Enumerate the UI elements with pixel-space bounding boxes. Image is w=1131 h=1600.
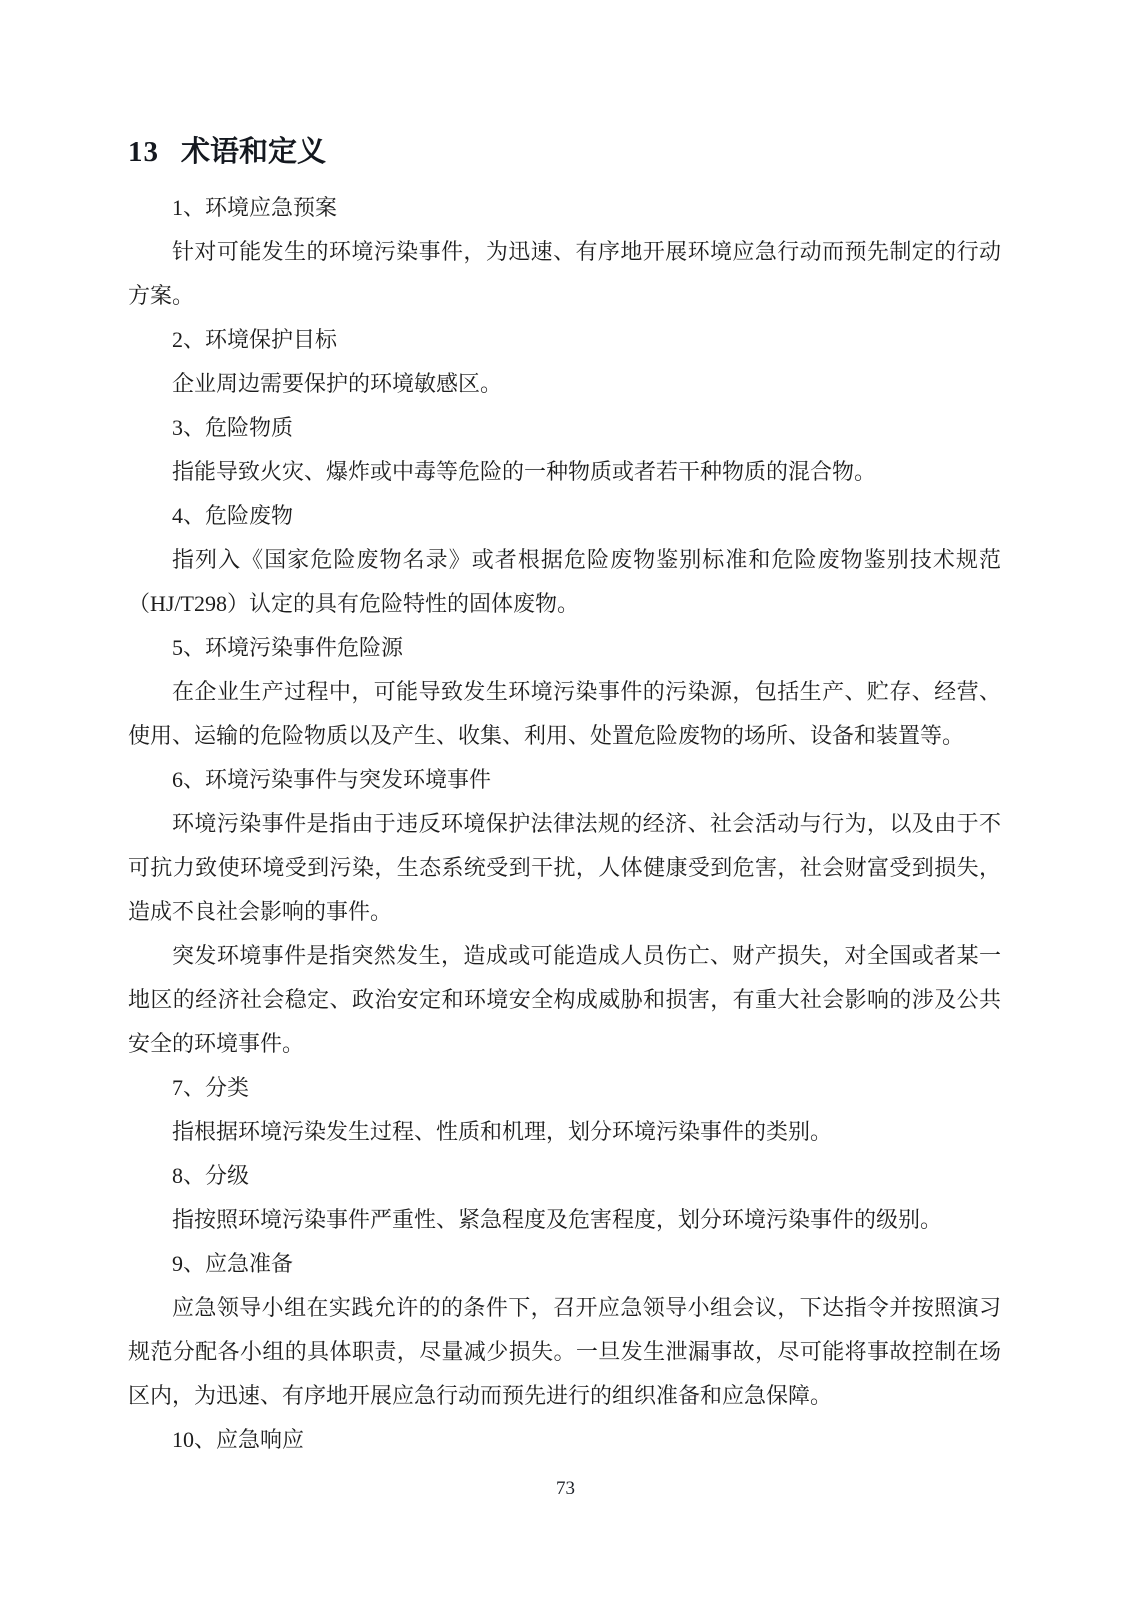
definition-paragraph: 指列入《国家危险废物名录》或者根据危险废物鉴别标准和危险废物鉴别技术规范（HJ/T298）认定的具有危险特性的固体废物。 [128, 547, 1001, 616]
term-paragraph: 3、危险物质 [172, 415, 294, 440]
definition-paragraph: 应急领导小组在实践允许的的条件下，召开应急领导小组会议，下达指令并按照演习规范分配各小组的具体职责，尽量减少损失。一旦发生泄漏事故，尽可能将事故控制在场区内，为迅速、有序地开展应急行动而预先进行的组织准备和应急保障。 [128, 1295, 1001, 1408]
term-paragraph: 1、环境应急预案 [172, 195, 338, 220]
definition-paragraph: 指能导致火灾、爆炸或中毒等危险的一种物质或者若干种物质的混合物。 [172, 459, 877, 484]
section-heading [128, 136, 1001, 168]
term-paragraph: 10、应急响应 [172, 1427, 305, 1452]
definition-paragraph: 突发环境事件是指突然发生，造成或可能造成人员伤亡、财产损失，对全国或者某一地区的经济社会稳定、政治安定和环境安全构成威胁和损害，有重大社会影响的涉及公共安全的环境事件。 [128, 943, 1001, 1056]
definition-paragraph: 在企业生产过程中，可能导致发生环境污染事件的污染源，包括生产、贮存、经营、使用、运输的危险物质以及产生、收集、利用、处置危险废物的场所、设备和装置等。 [128, 679, 1001, 748]
definition-paragraph: 针对可能发生的环境污染事件，为迅速、有序地开展环境应急行动而预先制定的行动方案。 [128, 239, 1001, 308]
term-paragraph: 2、环境保护目标 [172, 327, 338, 352]
section-title: 术语和定义 [181, 136, 327, 168]
definition-paragraph: 企业周边需要保护的环境敏感区。 [172, 371, 503, 396]
term-paragraph: 8、分级 [172, 1163, 250, 1188]
page-number: 73 [556, 1478, 575, 1499]
term-paragraph: 6、环境污染事件与突发环境事件 [172, 767, 492, 792]
definition-paragraph: 环境污染事件是指由于违反环境保护法律法规的经济、社会活动与行为，以及由于不可抗力致使环境受到污染，生态系统受到干扰，人体健康受到危害，社会财富受到损失，造成不良社会影响的事件。 [128, 811, 1001, 924]
term-paragraph: 5、环境污染事件危险源 [172, 635, 404, 660]
definition-paragraph: 指根据环境污染发生过程、性质和机理，划分环境污染事件的类别。 [172, 1119, 833, 1144]
definition-paragraph: 指按照环境污染事件严重性、紧急程度及危害程度，划分环境污染事件的级别。 [172, 1207, 943, 1232]
term-paragraph: 9、应急准备 [172, 1251, 294, 1276]
term-paragraph: 4、危险废物 [172, 503, 294, 528]
term-paragraph: 7、分类 [172, 1075, 250, 1100]
section-number: 13 [128, 136, 159, 168]
document-body [128, 186, 1001, 1462]
